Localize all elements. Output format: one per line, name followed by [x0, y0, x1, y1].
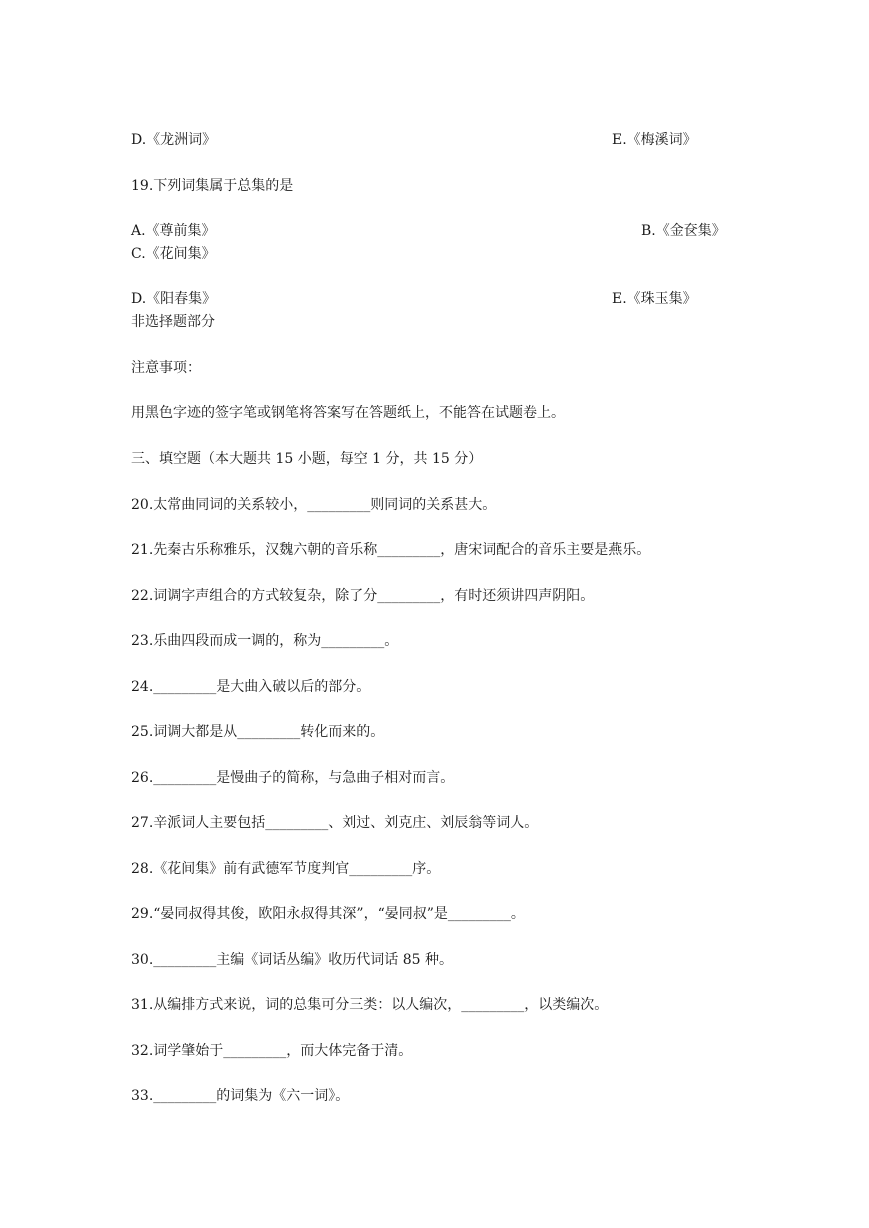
- fill-question: 30._________主编《词话丛编》收历代词话 85 种。: [131, 952, 453, 968]
- fill-question: 21.先秦古乐称雅乐，汉魏六朝的音乐称_________，唐宋词配合的音乐主要是燕乐。: [131, 542, 651, 558]
- fill-question: 28.《花间集》前有武德军节度判官_________序。: [131, 861, 441, 877]
- notes-heading: 注意事项：: [131, 360, 201, 376]
- fill-question: 31.从编排方式来说，词的总集可分三类：以人编次，_________，以类编次。: [131, 997, 609, 1013]
- q19-option-d: D.《阳春集》: [131, 291, 217, 307]
- q18-option-e: E.《梅溪词》: [612, 132, 697, 148]
- fill-question: 25.词调大都是从_________转化而来的。: [131, 724, 385, 740]
- section-heading-nonchoice: 非选择题部分: [131, 314, 215, 330]
- q18-option-d: D.《龙洲词》: [131, 132, 217, 148]
- notes-body: 用黑色字迹的签字笔或钢笔将答案写在答题纸上，不能答在试题卷上。: [131, 405, 565, 421]
- q19-option-b: B.《金奁集》: [641, 223, 726, 239]
- q19-option-e: E.《珠玉集》: [612, 291, 697, 307]
- fill-question: 23.乐曲四段而成一调的，称为_________。: [131, 633, 399, 649]
- section-3-title: 三、填空题（本大题共 15 小题，每空 1 分，共 15 分）: [131, 451, 483, 467]
- fill-question: 29.“晏同叔得其俊，欧阳永叔得其深”，“晏同叔”是_________。: [131, 906, 525, 922]
- fill-question: 26._________是慢曲子的简称，与急曲子相对而言。: [131, 770, 455, 786]
- q19-stem: 19.下列词集属于总集的是: [131, 178, 294, 194]
- fill-question: 20.太常曲同词的关系较小，_________则同词的关系甚大。: [131, 497, 497, 513]
- fill-question: 22.词调字声组合的方式较复杂，除了分_________，有时还须讲四声阴阳。: [131, 588, 595, 604]
- fill-question: 24._________是大曲入破以后的部分。: [131, 679, 371, 695]
- fill-question: 33._________的词集为《六一词》。: [131, 1088, 350, 1104]
- q19-option-a: A.《尊前集》: [131, 223, 216, 239]
- q19-option-c: C.《花间集》: [131, 246, 216, 262]
- fill-question: 27.辛派词人主要包括_________、刘过、刘克庄、刘辰翁等词人。: [131, 815, 539, 831]
- fill-question: 32.词学肇始于_________，而大体完备于清。: [131, 1043, 413, 1059]
